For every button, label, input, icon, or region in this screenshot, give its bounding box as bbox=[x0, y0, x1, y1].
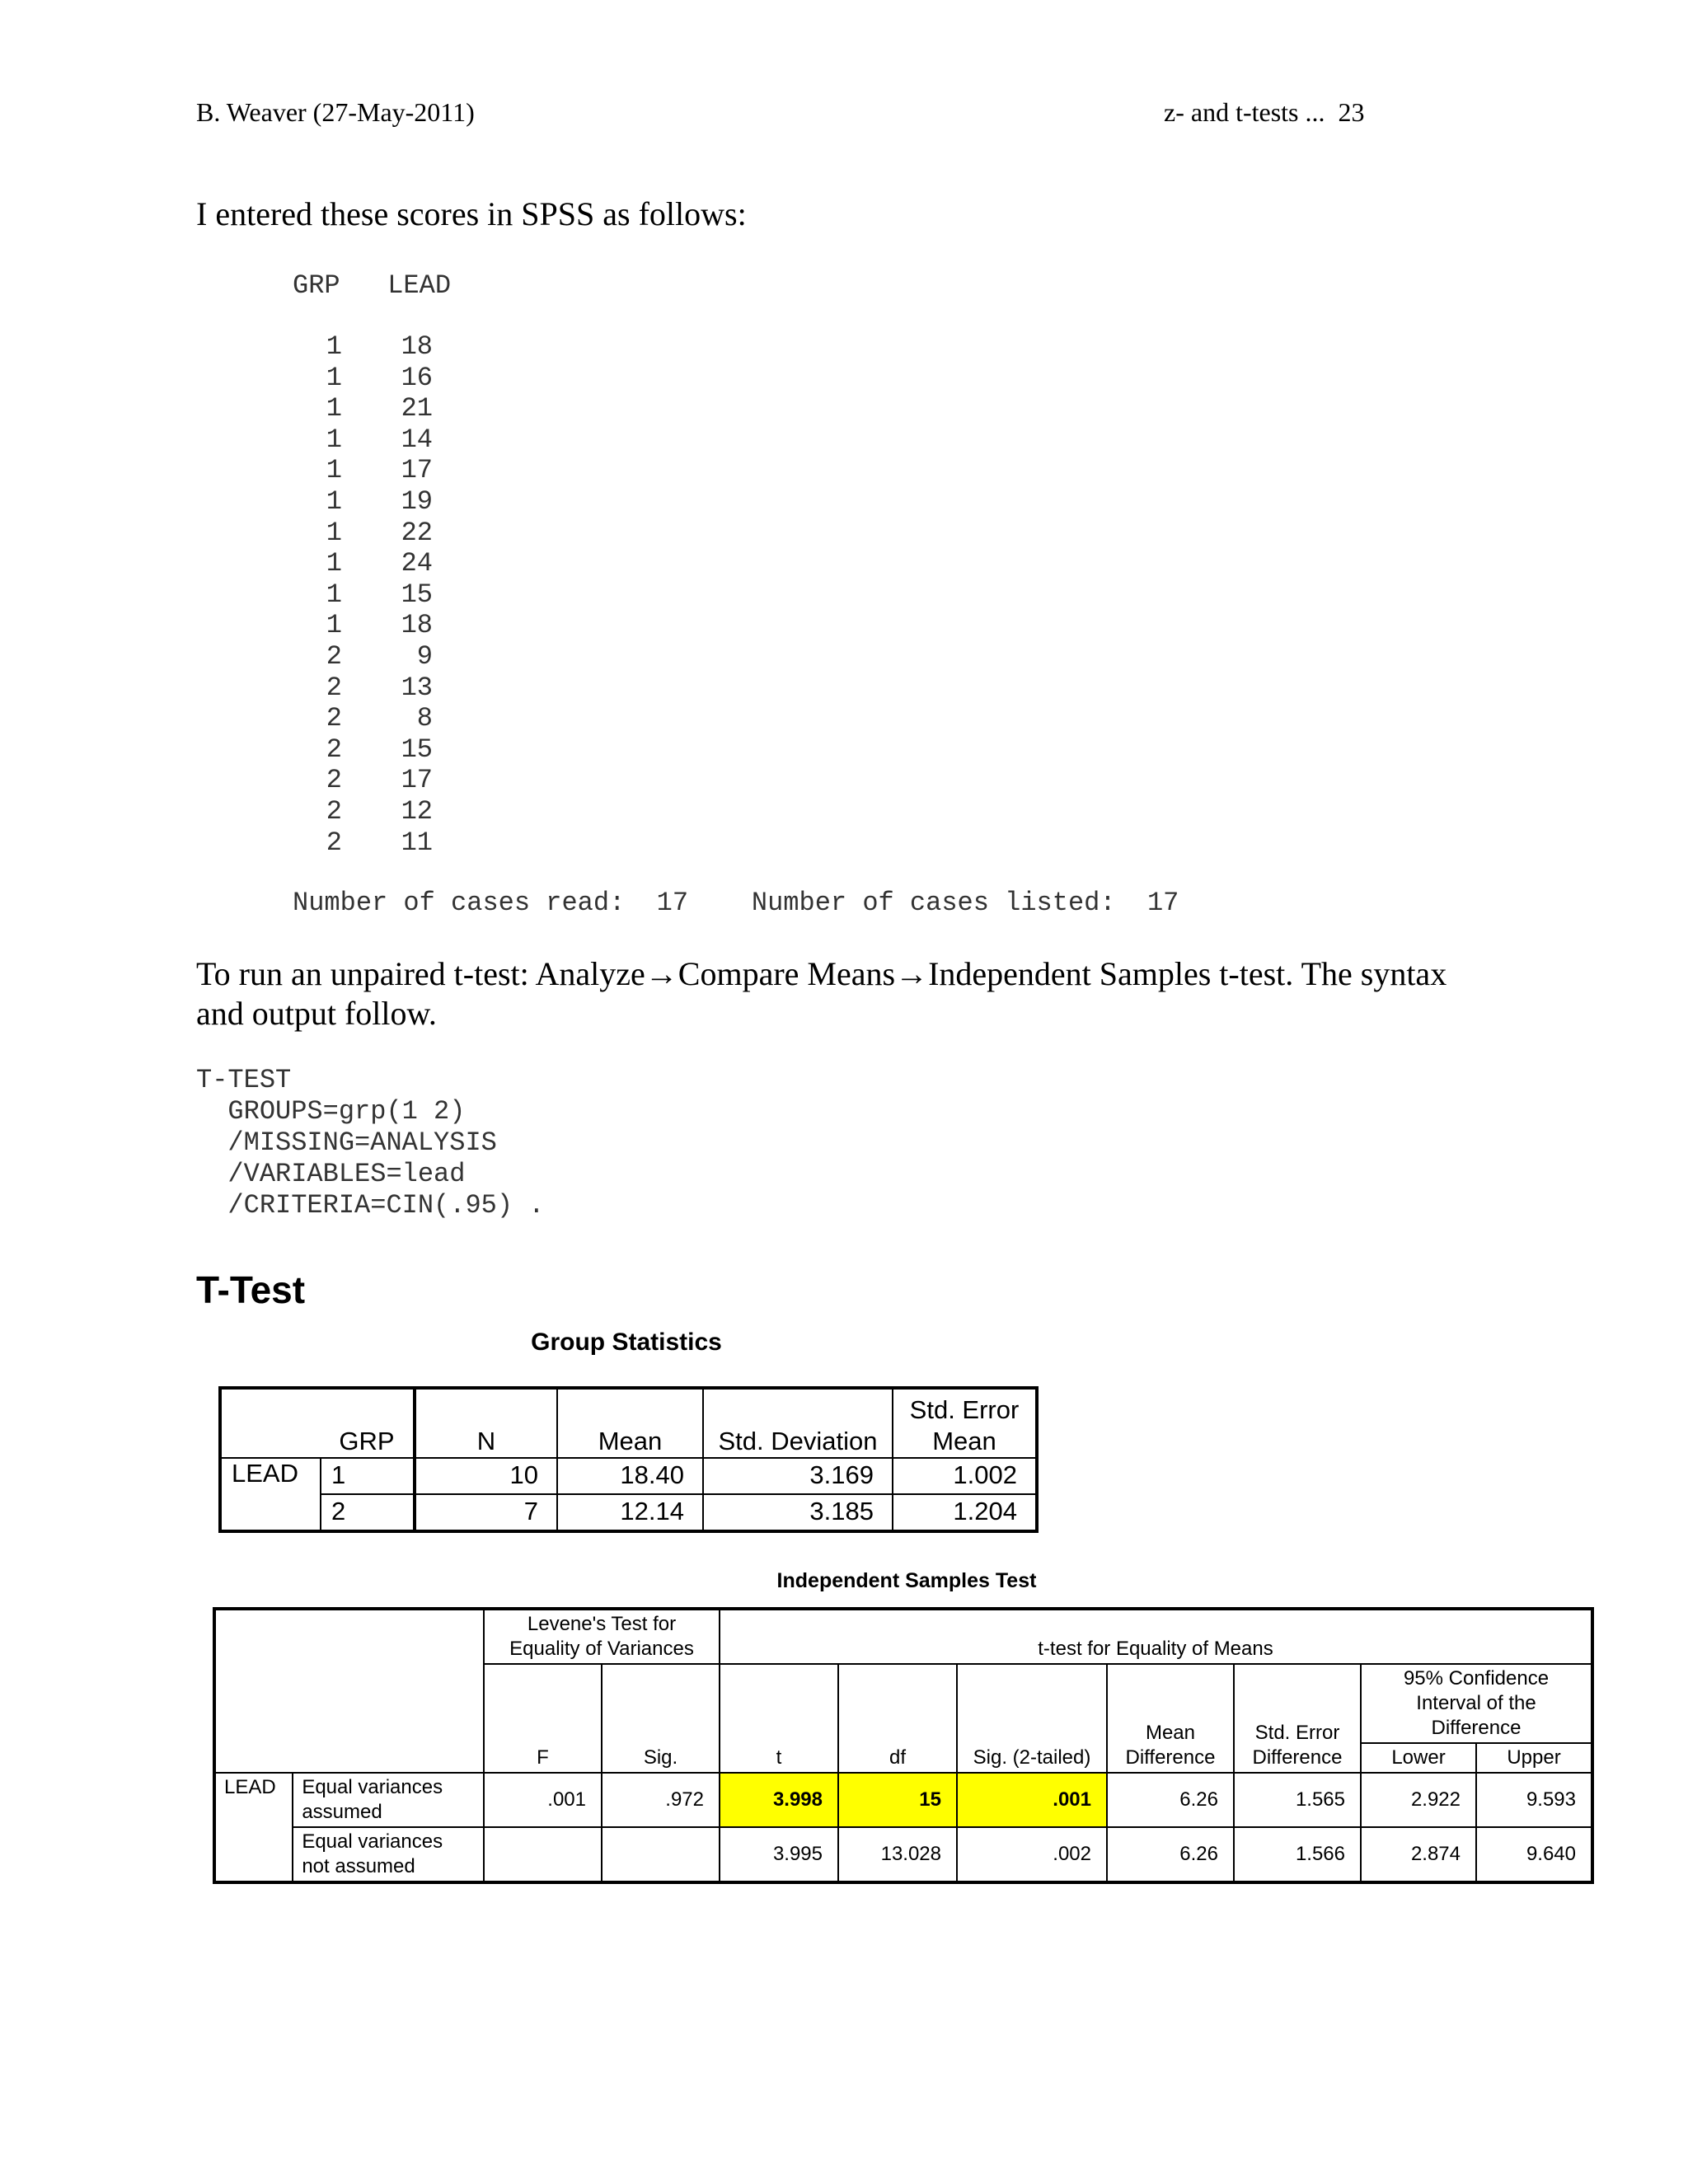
gs-header-se bbox=[893, 1388, 1037, 1458]
listing-grp-value: 1 bbox=[326, 485, 342, 517]
gs-se-cell: 1.204 bbox=[893, 1494, 1037, 1531]
ist-md-cell: 6.26 bbox=[1107, 1827, 1234, 1882]
listing-row bbox=[293, 579, 1179, 611]
table-row bbox=[214, 1827, 1592, 1882]
listing-col-lead: LEAD bbox=[387, 270, 452, 301]
gs-row-label: LEAD bbox=[220, 1458, 321, 1531]
listing-grp-value: 1 bbox=[326, 610, 342, 641]
ist-row-name: Equal variances not assumed bbox=[293, 1827, 484, 1882]
syntax-line: /MISSING=ANALYSIS bbox=[196, 1127, 497, 1158]
listing-footer: Number of cases read: 17 Number of cases listed: 17 bbox=[293, 888, 1179, 919]
listing-lead-value: 18 bbox=[401, 331, 433, 362]
listing-lead-value: 8 bbox=[416, 703, 433, 734]
listing-lead-value: 14 bbox=[401, 424, 433, 455]
ind-test-table bbox=[213, 1607, 1594, 1884]
ist-upper-cell: 9.593 bbox=[1476, 1773, 1592, 1827]
ist-f-cell bbox=[484, 1827, 602, 1882]
ist-col-t: t bbox=[720, 1664, 838, 1773]
listing-row bbox=[293, 610, 1179, 641]
listing-grp-value: 1 bbox=[326, 424, 342, 455]
listing-row bbox=[293, 796, 1179, 827]
section-title: T-Test bbox=[196, 1268, 306, 1311]
listing-row bbox=[293, 765, 1179, 796]
listing-grp-value: 1 bbox=[326, 362, 342, 393]
listing-col-grp: GRP bbox=[293, 270, 340, 301]
listing-grp-value: 2 bbox=[326, 733, 342, 765]
listing-lead-value: 21 bbox=[401, 393, 433, 424]
listing-row bbox=[293, 703, 1179, 734]
group-stats-title: Group Statistics bbox=[531, 1329, 722, 1356]
listing-row bbox=[293, 827, 1179, 859]
listing-lead-value: 15 bbox=[401, 579, 433, 610]
syntax-line: GROUPS=grp(1 2) bbox=[196, 1096, 466, 1127]
table-row bbox=[214, 1773, 1592, 1827]
listing-lead-value: 19 bbox=[401, 485, 433, 517]
ist-col-f: F bbox=[484, 1664, 602, 1773]
gs-mean-cell: 18.40 bbox=[557, 1458, 703, 1494]
listing-rows bbox=[293, 331, 1179, 858]
listing-grp-value: 1 bbox=[326, 455, 342, 486]
gs-corner bbox=[220, 1388, 321, 1458]
listing-lead-value: 15 bbox=[401, 733, 433, 765]
table-row bbox=[220, 1494, 1037, 1531]
listing-grp-value: 1 bbox=[326, 548, 342, 579]
listing-grp-value: 1 bbox=[326, 393, 342, 424]
listing-lead-value: 18 bbox=[401, 610, 433, 641]
gs-grp-cell: 1 bbox=[321, 1458, 415, 1494]
ist-row-label: LEAD bbox=[214, 1773, 293, 1882]
ist-upper-cell: 9.640 bbox=[1476, 1827, 1592, 1882]
syntax-line: /CRITERIA=CIN(.95) . bbox=[196, 1190, 545, 1221]
gs-header-mean: Mean bbox=[557, 1388, 703, 1458]
listing-grp-value: 1 bbox=[326, 579, 342, 610]
ist-lower-cell: 2.922 bbox=[1361, 1773, 1476, 1827]
ist-md-cell: 6.26 bbox=[1107, 1773, 1234, 1827]
ist-sig-cell bbox=[602, 1827, 720, 1882]
ist-sig2-cell: .002 bbox=[957, 1827, 1107, 1882]
gs-header-sd: Std. Deviation bbox=[703, 1388, 893, 1458]
ist-df-cell: 13.028 bbox=[838, 1827, 957, 1882]
group-stats-table bbox=[218, 1386, 1039, 1533]
listing-grp-value: 2 bbox=[326, 827, 342, 858]
listing-row bbox=[293, 455, 1179, 486]
ist-ci-header: 95% Confidence Interval of the Difference bbox=[1361, 1664, 1592, 1743]
listing-row bbox=[293, 393, 1179, 424]
listing-grp-value: 2 bbox=[326, 640, 342, 672]
gs-header-n: N bbox=[415, 1388, 557, 1458]
intro-text: I entered these scores in SPSS as follows: bbox=[196, 195, 747, 232]
listing-grp-value: 2 bbox=[326, 795, 342, 827]
listing-row bbox=[293, 363, 1179, 394]
gs-sd-cell: 3.169 bbox=[703, 1458, 893, 1494]
ist-col-se-diff: Std. Error Difference bbox=[1234, 1664, 1361, 1773]
listing-grp-value: 1 bbox=[326, 517, 342, 548]
syntax-line: /VARIABLES=lead bbox=[196, 1159, 466, 1189]
listing-grp-value: 1 bbox=[326, 331, 342, 362]
gs-n-cell: 7 bbox=[415, 1494, 557, 1531]
listing-lead-value: 16 bbox=[401, 362, 433, 393]
ist-col-mean-diff: Mean Difference bbox=[1107, 1664, 1234, 1773]
ist-col-lower: Lower bbox=[1361, 1743, 1476, 1773]
gs-n-cell: 10 bbox=[415, 1458, 557, 1494]
instructions-line2: and output follow. bbox=[196, 995, 437, 1032]
ist-corner bbox=[214, 1609, 484, 1773]
gs-sd-cell: 3.185 bbox=[703, 1494, 893, 1531]
ist-col-df: df bbox=[838, 1664, 957, 1773]
syntax-line: T-TEST bbox=[196, 1065, 292, 1095]
table-row bbox=[220, 1458, 1037, 1494]
listing-grp-value: 2 bbox=[326, 765, 342, 796]
gs-header-grp: GRP bbox=[321, 1388, 415, 1458]
listing-lead-value: 13 bbox=[401, 672, 433, 703]
ist-sed-cell: 1.566 bbox=[1234, 1827, 1361, 1882]
listing-row bbox=[293, 331, 1179, 363]
ist-col-sig2: Sig. (2-tailed) bbox=[957, 1664, 1107, 1773]
listing-row bbox=[293, 424, 1179, 456]
header-left: B. Weaver (27-May-2011) bbox=[196, 97, 475, 127]
ist-row-name: Equal variances assumed bbox=[293, 1773, 484, 1827]
listing-grp-value: 2 bbox=[326, 672, 342, 703]
ist-col-sig: Sig. bbox=[602, 1664, 720, 1773]
listing-lead-value: 9 bbox=[416, 640, 433, 672]
header-right: z- and t-tests ... 23 bbox=[1164, 97, 1365, 127]
ind-test-title: Independent Samples Test bbox=[776, 1569, 1037, 1592]
ist-t-cell: 3.998 bbox=[720, 1773, 838, 1827]
listing-row bbox=[293, 518, 1179, 549]
ist-ttest-header: t-test for Equality of Means bbox=[720, 1609, 1592, 1664]
ist-levene-header: Levene's Test for Equality of Variances bbox=[484, 1609, 720, 1664]
listing-grp-value: 2 bbox=[326, 703, 342, 734]
listing-lead-value: 24 bbox=[401, 548, 433, 579]
listing-row bbox=[293, 486, 1179, 518]
listing-lead-value: 17 bbox=[401, 455, 433, 486]
gs-grp-cell: 2 bbox=[321, 1494, 415, 1531]
ist-t-cell: 3.995 bbox=[720, 1827, 838, 1882]
listing-header bbox=[293, 270, 1179, 302]
listing-lead-value: 12 bbox=[401, 795, 433, 827]
gs-se-cell: 1.002 bbox=[893, 1458, 1037, 1494]
listing-row bbox=[293, 548, 1179, 579]
syntax-block bbox=[196, 1065, 544, 1221]
ist-sed-cell: 1.565 bbox=[1234, 1773, 1361, 1827]
listing-lead-value: 11 bbox=[401, 827, 433, 858]
gs-mean-cell: 12.14 bbox=[557, 1494, 703, 1531]
listing-row bbox=[293, 641, 1179, 673]
ist-f-cell: .001 bbox=[484, 1773, 602, 1827]
ist-lower-cell: 2.874 bbox=[1361, 1827, 1476, 1882]
ist-df-cell: 15 bbox=[838, 1773, 957, 1827]
gs-header-se-line2: Mean bbox=[932, 1427, 996, 1455]
listing-row bbox=[293, 673, 1179, 704]
ist-sig-cell: .972 bbox=[602, 1773, 720, 1827]
listing-lead-value: 17 bbox=[401, 765, 433, 796]
listing-row bbox=[293, 734, 1179, 766]
instructions-line1: To run an unpaired t-test: Analyze→Compare Means→Independent Samples t-test. The syntax bbox=[196, 955, 1447, 992]
listing-lead-value: 22 bbox=[401, 517, 433, 548]
instructions bbox=[196, 954, 1447, 1033]
data-listing bbox=[293, 270, 1179, 918]
ist-col-upper: Upper bbox=[1476, 1743, 1592, 1773]
ist-sig2-cell: .001 bbox=[957, 1773, 1107, 1827]
gs-header-se-line1: Std. Error bbox=[909, 1395, 1020, 1424]
